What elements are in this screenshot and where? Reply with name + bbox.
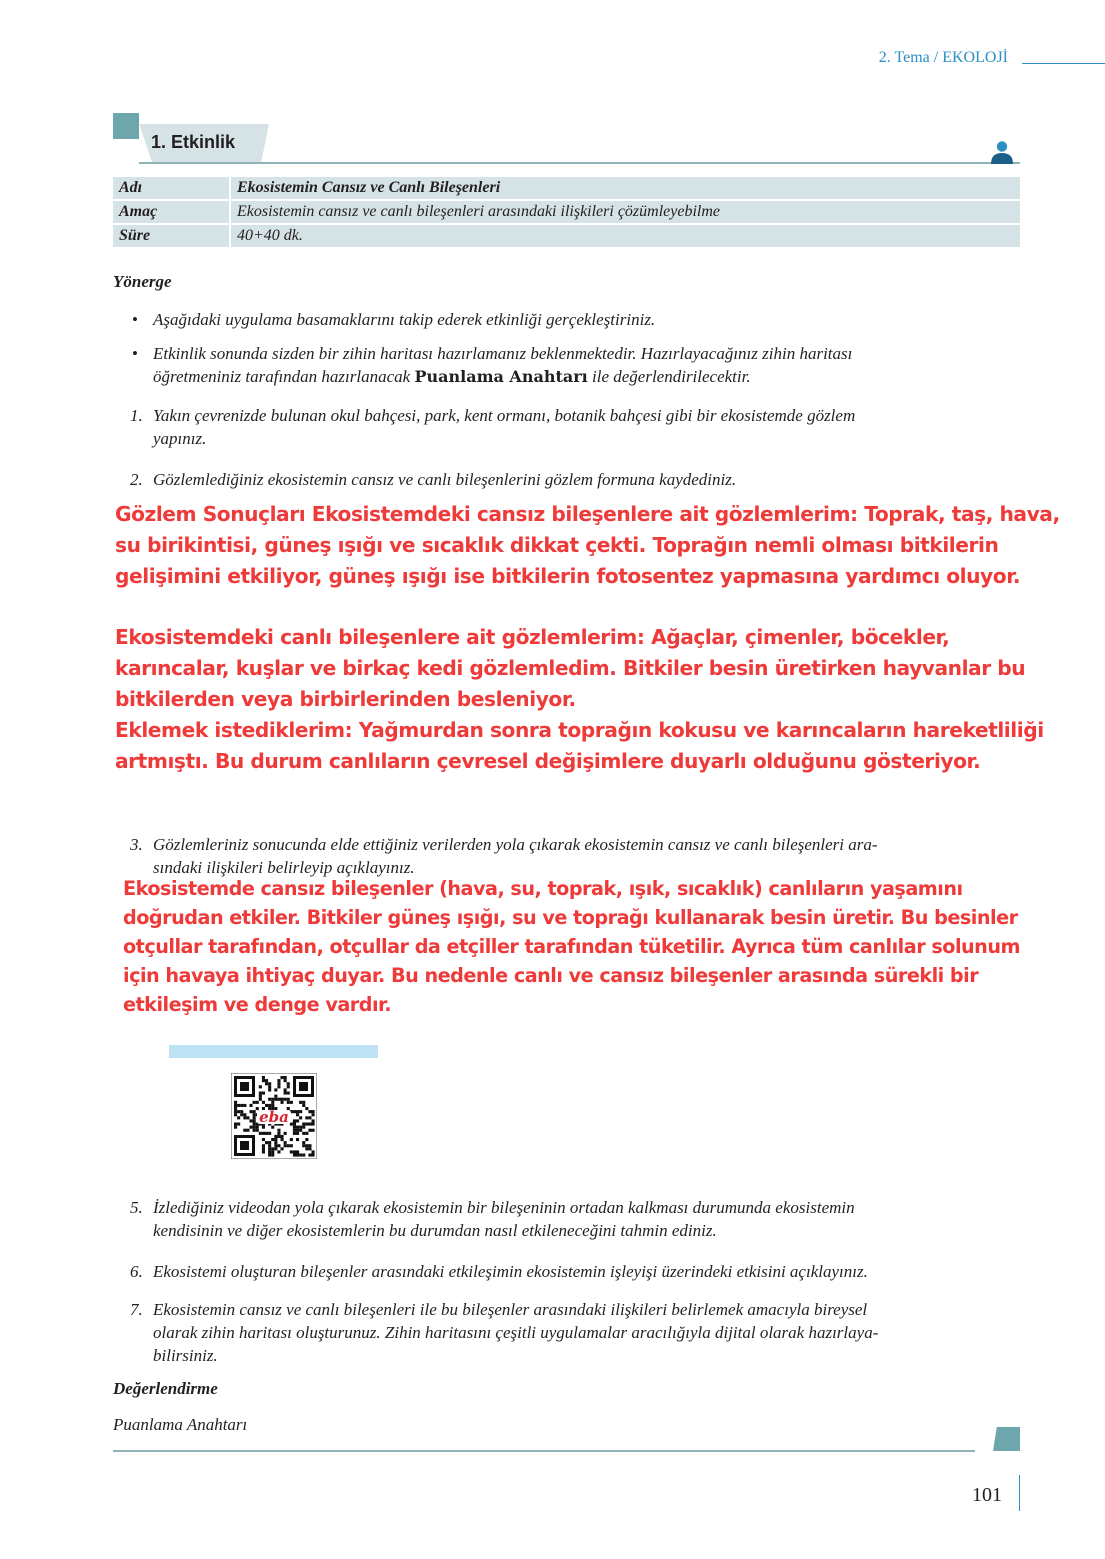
bullet-text: Etkinlik sonunda sizden bir zihin haritası hazırlamanız beklenmektedir. Hazırlayacağınız zihin haritası [153,344,853,363]
step-number: 1. [130,406,143,425]
step-number: 6. [130,1262,143,1281]
activity-info-table [113,175,1020,249]
bullet-text-post: ile değerlendirilecektir. [592,367,751,386]
answer-line: gelişimini etkiliyor, güneş ışığı ise bitkilerin fotosentez yapmasına yardımcı oluyor. [115,564,1021,588]
answer-observation [115,499,1060,777]
answer-line: Eklemek istediklerim: Yağmurdan sonra toprağın kokusu ve karıncaların hareketliliği [115,718,1044,742]
info-key: Adı [113,177,231,199]
step-text: Gözlemlediğiniz ekosistemin cansız ve canlı bileşenlerini gözlem formuna kaydediniz. [153,470,737,489]
answer-line: Gözlem Sonuçları Ekosistemdeki cansız bileşenlere ait gözlemlerim: Toprak, taş, hava, [115,502,1060,526]
answer-line: etkileşim ve denge vardır. [123,993,392,1016]
step-text: sındaki ilişkileri belirleyip açıklayınız. [153,858,415,877]
step-number: 7. [130,1300,143,1319]
bullet-text-bold: Puanlama Anahtarı [414,367,588,386]
table-row [113,177,1020,199]
step-text: Yakın çevrenizde bulunan okul bahçesi, park, kent ormanı, botanik bahçesi gibi bir ekosistemde gözlem [153,406,856,425]
answer-relations [123,874,1020,1019]
answer-line: otçullar tarafından, otçullar da etçiller tarafından tüketilir. Ayrıca tüm canlılar solunum [123,935,1020,958]
footer-accent-square [993,1427,1020,1451]
qr-code-icon[interactable] [231,1073,317,1159]
page-number: 101 [972,1484,1002,1506]
header-rule [1022,63,1105,64]
bullet-text-cont [153,365,751,388]
info-key: Amaç [113,201,231,223]
info-value: 40+40 dk. [231,225,1020,247]
answer-line: Ekosistemdeki canlı bileşenlere ait gözlemlerim: Ağaçlar, çimenler, böcekler, [115,625,950,649]
table-row [113,201,1020,223]
step-text: İzlediğiniz videodan yola çıkarak ekosistemin bir bileşeninin ortadan kalkması durumunda ekosistemin [153,1198,855,1217]
qr-badge-text: eba [259,1108,289,1126]
info-value: Ekosistemin cansız ve canlı bileşenleri arasındaki ilişkileri çözümleyebilme [231,201,1020,223]
step-number: 2. [130,470,143,489]
answer-line: bitkilerden veya birbirlerinden besleniyor. [115,687,576,711]
step-text: Gözlemleriniz sonucunda elde ettiğiniz verilerden yola çıkarak ekosistemin cansız ve canlı bileşenleri ara- [153,835,878,854]
step-number: 3. [130,835,143,854]
step-text: olarak zihin haritası oluşturunuz. Zihin haritasını çeşitli uygulamalar aracılığıyla dijital olarak hazırlaya- [153,1323,879,1342]
bullet-dot: • [132,344,138,363]
step-text: Ekosistemin cansız ve canlı bileşenleri ile bu bileşenler arasındaki ilişkileri belirlemek amacıyla bireysel [153,1300,868,1319]
answer-line: doğrudan etkiler. Bitkiler güneş ışığı, su ve toprağı kullanarak besin üretir. Bu besinler [123,906,1018,929]
bullet-dot: • [132,310,138,329]
step-text: kendisinin ve diğer ekosistemlerin bu durumdan nasıl etkileneceğini tahmin ediniz. [153,1221,717,1240]
table-row [113,225,1020,247]
evaluation-text: Puanlama Anahtarı [113,1415,248,1434]
answer-line: için havaya ihtiyaç duyar. Bu nedenle canlı ve cansız bileşenler arasında sürekli bir [123,964,979,987]
answer-line: karıncalar, kuşlar ve birkaç kedi gözlemledim. Bitkiler besin üretirken hayvanlar bu [115,656,1026,680]
footer-rule [113,1450,975,1452]
answer-line: su birikintisi, güneş ışığı ve sıcaklık dikkat çekti. Toprağın nemli olması bitkilerin [115,533,999,557]
answer-spacer [115,592,1060,622]
evaluation-heading: Değerlendirme [113,1379,218,1398]
banner-accent-square [113,113,139,139]
person-icon [990,140,1014,164]
step-number: 5. [130,1198,143,1217]
page-number-rule [1019,1475,1020,1511]
banner-rule [139,162,1020,164]
info-value: Ekosistemin Cansız ve Canlı Bileşenleri [231,177,1020,199]
answer-line: Ekosistemde cansız bileşenler (hava, su, toprak, ışık, sıcaklık) canlıların yaşamını [123,877,963,900]
running-header: 2. Tema / EKOLOJİ [878,49,1008,66]
step-text: yapınız. [153,429,207,448]
directions-heading: Yönerge [113,272,172,291]
step-text: bilirsiniz. [153,1346,218,1365]
bullet-text-pre: öğretmeniniz tarafından hazırlanacak [153,367,411,386]
video-caption-bar [169,1045,378,1058]
info-key: Süre [113,225,231,247]
answer-line: artmıştı. Bu durum canlıların çevresel değişimlere duyarlı olduğunu gösteriyor. [115,749,981,773]
activity-label: 1. Etkinlik [151,132,236,152]
step-text: Ekosistemi oluşturan bileşenler arasındaki etkileşimin ekosistemin işleyişi üzerindeki etkisini açıklayınız. [153,1262,868,1281]
bullet-text: Aşağıdaki uygulama basamaklarını takip ederek etkinliği gerçekleştiriniz. [153,310,656,329]
